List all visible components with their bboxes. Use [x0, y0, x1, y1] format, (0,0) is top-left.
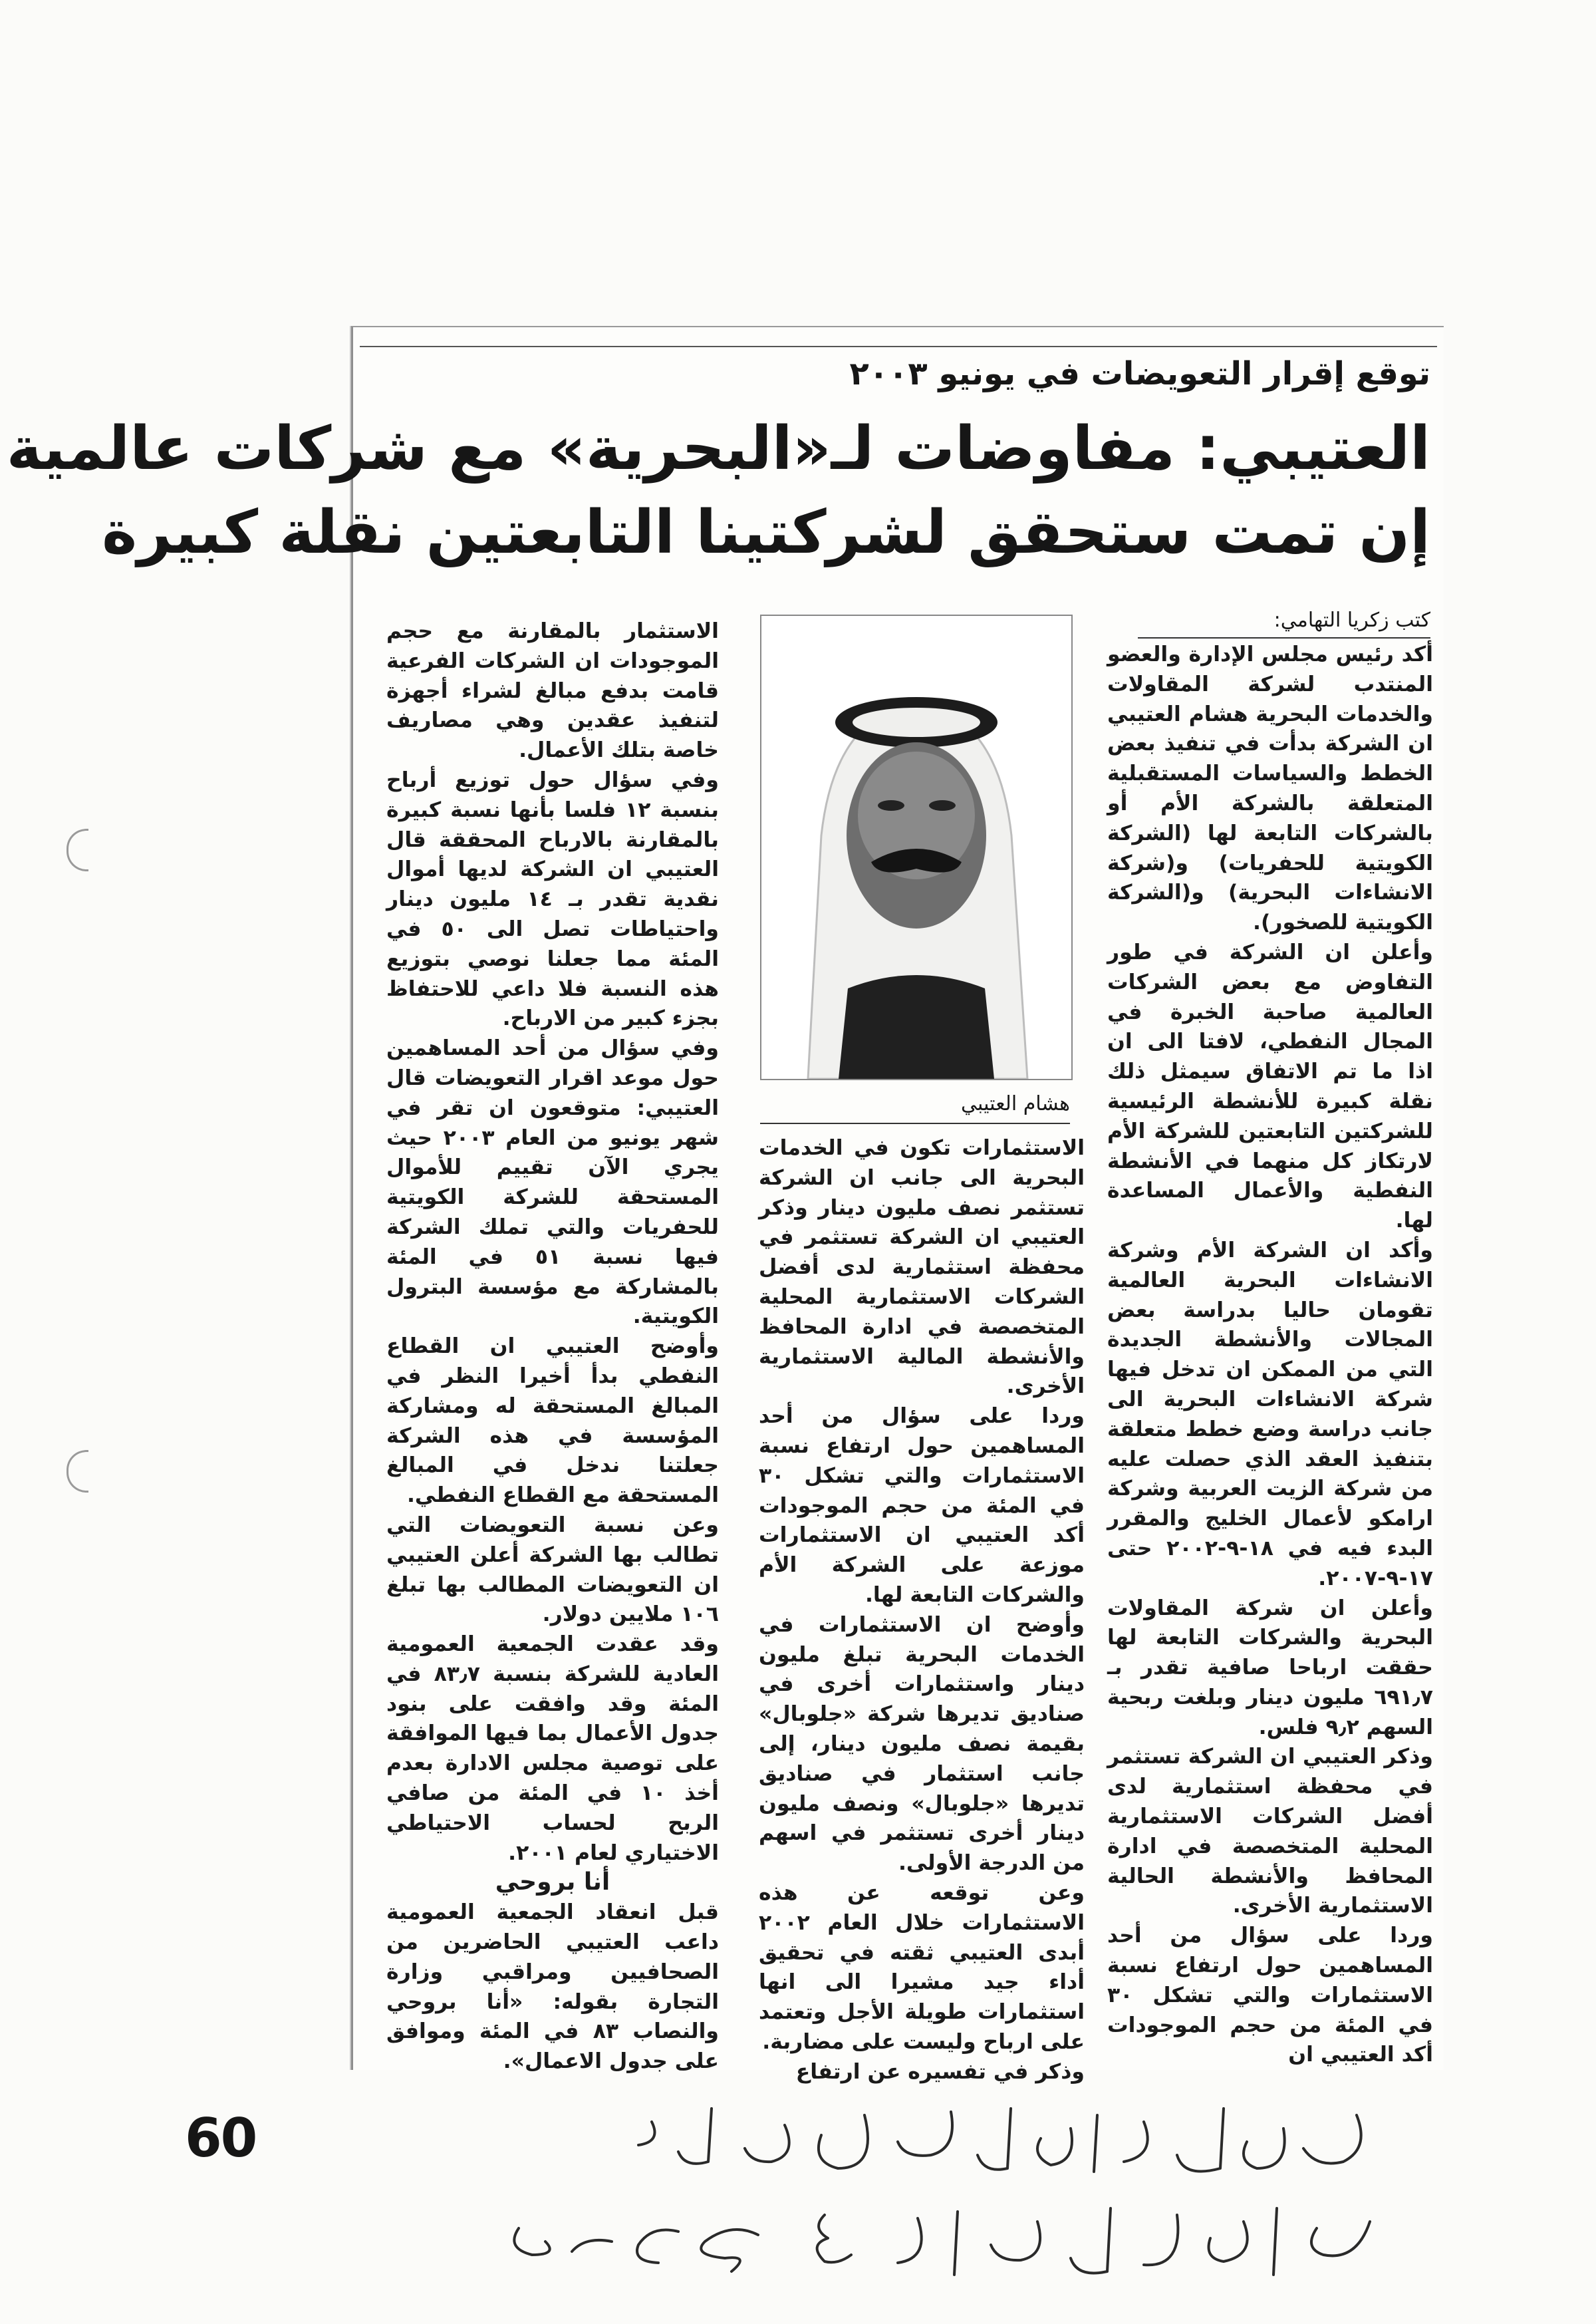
paragraph: وعن توقعه عن هذه الاستثمارات خلال العام ٢٠٠٢ أبدى العتيبي ثقته في تحقيق أداء جيد مشيرا الى انها استثمارات طويلة الأجل وتعتمد على ارباح وليست على مضاربة. [759, 1880, 1085, 2054]
paragraph: وعن نسبة التعويضات التي تطالب بها الشركة أعلن العتيبي ان التعويضات المطالب بها تبلغ ١٠٦ ملايين دولار. [386, 1513, 719, 1627]
paragraph: وأعلن ان الشركة في طور التفاوض مع بعض الشركات العالمية صاحبة الخبرة في المجال النفطي، لافتا الى ان اذا ما تم الاتفاق سيمثل ذلك نقلة كبيرة للأنشطة الرئيسية للشركتين التابعتين للشركة الأم لارتكاز كل منهما في الأنشطة النفطية والأعمال المساعدة لها. [1107, 940, 1433, 1233]
article-headline [6, 407, 1430, 575]
handwritten-note [439, 2089, 1436, 2308]
page-number: 60 [185, 2107, 257, 2169]
paragraph: وردا على سؤال من أحد المساهمين حول ارتفاع نسبة الاستثمارات والتي تشكل ٣٠ في المئة من حجم الموجودات أكد العتيبي ان الاستثمارات موزعة على الشركة الأم والشركات التابعة لها. [759, 1404, 1085, 1607]
paragraph: وذكر في تفسيره عن ارتفاع [795, 2059, 1085, 2084]
paragraph: أكد رئيس مجلس الإدارة والعضو المنتدب لشركة المقاولات والخدمات البحرية هشام العتيبي ان الشركة بدأت في تنفيذ بعض الخطط والسياسات المستقبلية المتعلقة بالشركة الأم أو بالشركات التابعة لها (الشركة الكويتية للحفريات) و(شركة الانشاءات البحرية) و(الشركة الكويتية للصخور). [1107, 643, 1433, 935]
photo-caption: هشام العتيبي [760, 1086, 1070, 1124]
article-kicker: توقع إقرار التعويضات في يونيو ٢٠٠٣ [849, 355, 1430, 392]
byline: كتب زكريا التهامي: [1138, 604, 1430, 639]
portrait-photo [760, 615, 1073, 1080]
paragraph: وأعلن ان شركة المقاولات البحرية والشركات التابعة لها حققت ارباحا صافية تقدر بـ ٦٩١٫٧ مليون دينار وبلغت ربحية السهم ٩٫٢ فلس. [1107, 1596, 1433, 1739]
top-rule [360, 346, 1437, 347]
portrait-image [761, 616, 1071, 1079]
newspaper-clipping [6, 326, 1444, 2084]
handwritten-signature [439, 2089, 1436, 2308]
paragraph: وفي سؤال من أحد المساهمين حول موعد اقرار التعويضات قال العتيبي: متوقعون ان تقر في شهر يونيو من العام ٢٠٠٣ حيث يجري الآن تقييم للأموال المستحقة للشركة الكويتية للحفريات والتي تملك الشركة فيها نسبة ٥١ في المئة بالمشاركة مع مؤسسة البترول الكويتية. [386, 1036, 719, 1329]
article-column-3 [386, 617, 719, 2077]
paragraph: الاستثمارات تكون في الخدمات البحرية الى جانب ان الشركة تستثمر نصف مليون دينار وذكر العتيبي ان الشركة تستثمر في محفظة استثمارية لدى أفضل الشركات الاستثمارية المحلية المتخصصة في ادارة المحافظ والأنشطة المالية الاستثمارية الأخرى. [759, 1136, 1085, 1399]
article-column-1 [1107, 640, 1433, 2070]
paragraph: وذكر العتيبي ان الشركة تستثمر في محفظة استثمارية لدى أفضل الشركات الاستثمارية المحلية المتخصصة في ادارة المحافظ والأنشطة الحالية الاستثمارية الأخرى. [1107, 1745, 1433, 1918]
punch-hole-upper [66, 829, 88, 871]
paragraph: وقد عقدت الجمعية العمومية العادية للشركة بنسبة ٨٣٫٧ في المئة وقد وافقت على بنود جدول الأعمال بما فيها الموافقة على توصية مجلس الادارة بعدم أخذ ١٠ في المئة من صافي الربح لحساب الاحتياطي الاختياري لعام ٢٠٠١. [386, 1632, 719, 1865]
paragraph: الاستثمار بالمقارنة مع حجم الموجودات ان الشركات الفرعية قامت بدفع مبالغ لشراء أجهزة لتنفيذ عقدين وهي مصاريف خاصة بتلك الأعمال. [386, 619, 719, 763]
paragraph: وفي سؤال حول توزيع أرباح بنسبة ١٢ فلسا بأنها نسبة كبيرة بالمقارنة بالارباح المحققة قال العتيبي ان الشركة لديها أموال نقدية تقدر بـ ١٤ مليون دينار واحتياطات تصل الى ٥٠ في المئة مما جعلنا نوصي بتوزيع هذه النسبة فلا داعي للاحتفاظ بجزء كبير من الارباح. [386, 768, 719, 1031]
subheading: أنا بروحي [495, 1868, 610, 1896]
article-column-2 [759, 1133, 1085, 2087]
paragraph: وأوضح العتيبي ان القطاع النفطي بدأ أخيرا النظر في المبالغ المستحقة له ومشاركة المؤسسة في هذه الشركة جعلتنا ندخل في المبالغ المستحقة مع القطاع النفطي. [386, 1334, 719, 1508]
punch-hole-lower [66, 1450, 88, 1493]
headline-line-2: إن تمت ستحقق لشركتينا التابعتين نقلة كبيرة [102, 498, 1430, 567]
paragraph: وأوضح ان الاستثمارات في الخدمات البحرية تبلغ مليون دينار واستثمارات أخرى في صناديق تديرها شركة «جلوبال» بقيمة نصف مليون دينار، إلى جانب استثمار في صناديق تديرها «جلوبال» ونصف مليون دينار أخرى تستثمر في اسهم من الدرجة الأولى. [759, 1612, 1085, 1876]
paragraph: وردا على سؤال من أحد المساهمين حول ارتفاع نسبة الاستثمارات والتي تشكل ٣٠ في المئة من حجم الموجودات أكد العتيبي ان [1107, 1924, 1433, 2067]
paragraph: قبل انعقاد الجمعية العمومية داعب العتيبي الحاضرين من الصحافيين ومراقبي وزارة التجارة بقوله: «أنا بروحي والنصاب ٨٣ في المئة وموافق على جدول الاعمال». [386, 1900, 719, 2074]
paragraph: وأكد ان الشركة الأم وشركة الانشاءات البحرية العالمية تقومان حاليا بدراسة بعض المجالات والأنشطة الجديدة التي من الممكن ان تدخل فيها شركة الانشاءات البحرية الى جانب دراسة وضع خطط متعلقة بتنفيذ العقد الذي حصلت عليه من شركة الزيت العربية وشركة ارامكو لأعمال الخليج والمقرر البدء فيه في ١٨-٩-٢٠٠٢ حتى ١٧-٩-٢٠٠٧. [1107, 1238, 1433, 1590]
headline-line-1: العتيبي: مفاوضات لـ«البحرية» مع شركات عالمية [6, 414, 1430, 484]
